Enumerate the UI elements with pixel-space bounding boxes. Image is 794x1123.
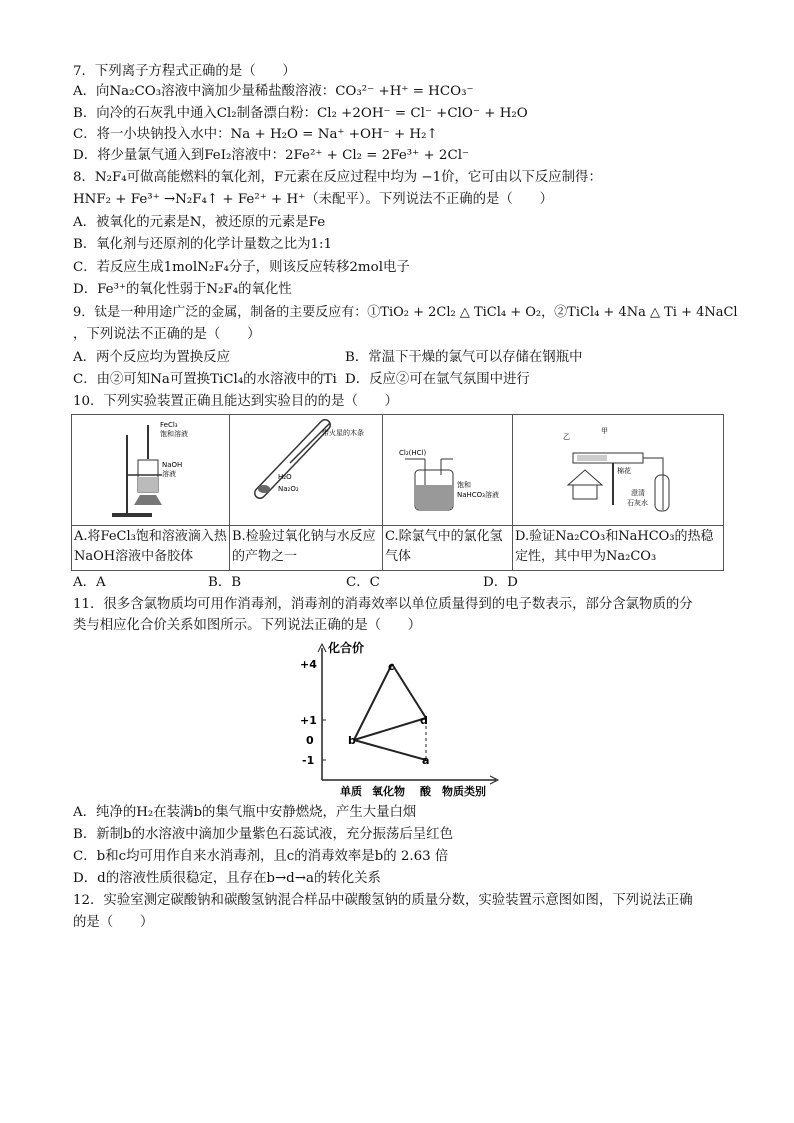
- y-axis-label: 化合价: [328, 641, 365, 655]
- q8-option-b: B．氧化剂与还原剂的化学计量数之比为1:1: [73, 237, 333, 252]
- q9-stem-cont: ，下列说法不正确的是（ ）: [73, 327, 261, 342]
- valence-chart: [296, 640, 506, 800]
- ytick-plus4: +4: [300, 658, 317, 671]
- q10-option-c: C．C: [346, 575, 380, 590]
- q9-option-b: B．常温下干燥的氯气可以存储在钢瓶中: [345, 350, 583, 365]
- point-d: d: [420, 714, 428, 727]
- label-naoh: NaOH: [162, 461, 183, 469]
- label-solution: 溶液: [162, 470, 176, 478]
- q7-option-c: C．将一小块钠投入水中：Na + H₂O = Na⁺ +OH⁻ + H₂↑: [73, 127, 438, 142]
- q10-option-d: D．D: [483, 575, 518, 590]
- q8-equation: HNF₂ + Fe³⁺ →N₂F₄↑ + Fe²⁺ + H⁺（未配平）。下列说法不正确的是（ ）: [73, 192, 553, 207]
- label-splint: 带火星的木条: [322, 429, 364, 437]
- q7-option-a: A．向Na₂CO₃溶液中滴加少量稀盐酸溶液：CO₃²⁻ +H⁺ = HCO₃⁻: [73, 84, 474, 99]
- q7-option-b: B．向冷的石灰乳中通入Cl₂制备漂白粉：Cl₂ +2OH⁻ = Cl⁻ +ClO⁻ + H₂O: [73, 106, 528, 121]
- q9-stem: 9．钛是一种用途广泛的金属，制备的主要反应有：①TiO₂ + 2Cl₂ △ TiCl₄ + O₂，②TiCl₄ + 4Na △ Ti + 4NaCl: [73, 305, 738, 320]
- label-na2o2: Na₂O₂: [278, 485, 299, 493]
- xcat-acid: 酸: [420, 785, 431, 798]
- q8-stem: 8．N₂F₄可做高能燃料的氧化剂，F元素在反应过程中均为 −1价，它可由以下反应制得：: [73, 170, 602, 185]
- q9-option-c: C．由②可知Na可置换TiCl₄的水溶液中的Ti: [73, 372, 337, 387]
- q11-option-a: A．纯净的H₂在装满b的集气瓶中安静燃烧，产生大量白烟: [73, 805, 417, 820]
- q8-option-a: A．被氧化的元素是N，被还原的元素是Fe: [73, 215, 326, 230]
- q12-stem-cont: 的是（ ）: [73, 915, 154, 930]
- q12-stem: 12．实验室测定碳酸钠和碳酸氢钠混合样品中碳酸氢钠的质量分数，实验装置示意图如图，下列说法正确: [73, 893, 693, 908]
- point-a: a: [422, 754, 430, 767]
- label-cl2-hcl: Cl₂(HCl): [399, 449, 427, 457]
- label-fecl3: FeCl₃: [160, 421, 178, 429]
- label-nahco3: NaHCO₃溶液: [457, 491, 499, 499]
- line-c-d: [392, 664, 426, 718]
- q7-option-d: D．将少量氯气通入到FeI₂溶液中：2Fe²⁺ + Cl₂ = 2Fe³⁺ + 2Cl⁻: [73, 148, 470, 163]
- ytick-minus1: -1: [302, 754, 315, 767]
- caption-b: B.检验过氧化钠与水反应的产物之一: [232, 529, 376, 564]
- label-jia: 甲: [601, 427, 608, 435]
- q11-option-c: C．b和c均可用作自来水消毒剂，且c的消毒效率是b的 2.63 倍: [73, 849, 449, 864]
- q10-option-a: A．A: [73, 575, 106, 590]
- caption-c: C.除氯气中的氯化氢气体: [385, 529, 503, 564]
- label-clear: 澄清: [631, 489, 645, 497]
- line-b-d: [354, 718, 426, 740]
- point-c: c: [388, 660, 395, 673]
- apparatus-b-drawing: [230, 415, 382, 525]
- label-saturated: 饱和溶液: [160, 430, 188, 438]
- xcat-elemental: 单质: [340, 785, 362, 798]
- caption-a: A.将FeCl₃饱和溶液滴入热NaOH溶液中备胶体: [74, 529, 227, 564]
- q11-stem-cont: 类与相应化合价关系如图所示。下列说法正确的是（ ）: [73, 618, 422, 633]
- q10-apparatus-table: [71, 414, 724, 571]
- q11-stem: 11．很多含氯物质均可用作消毒剂，消毒剂的消毒效率以单位质量得到的电子数表示，部分含氯物质的分: [73, 597, 693, 612]
- q7-stem: 7．下列离子方程式正确的是（ ）: [73, 64, 296, 79]
- apparatus-b-image: [230, 415, 382, 525]
- point-b: b: [348, 734, 356, 747]
- q9-option-a: A．两个反应均为置换反应: [73, 350, 230, 365]
- ytick-0: 0: [306, 734, 314, 747]
- xcat-oxide: 氧化物: [372, 785, 405, 798]
- label-h2o: H₂O: [278, 473, 292, 481]
- x-axis-label: 物质类别: [442, 785, 486, 798]
- q8-option-c: C．若反应生成1molN₂F₄分子，则该反应转移2mol电子: [73, 260, 410, 275]
- line-b-c: [354, 664, 392, 740]
- line-b-a: [354, 740, 426, 760]
- q11-option-b: B．新制b的水溶液中滴加少量紫色石蕊试液，充分振荡后呈红色: [73, 827, 453, 842]
- q11-option-d: D．d的溶液性质很稳定，且存在b→d→a的转化关系: [73, 871, 381, 886]
- apparatus-a-drawing: [72, 415, 229, 525]
- label-yi: 乙: [563, 433, 570, 441]
- q9-option-d: D．反应②可在氩气氛围中进行: [345, 372, 530, 387]
- label-saturated-c: 饱和: [457, 481, 471, 489]
- q8-option-d: D．Fe³⁺的氧化性弱于N₂F₄的氧化性: [73, 282, 292, 297]
- label-limewater: 石灰水: [627, 499, 648, 507]
- apparatus-c-image: [383, 415, 512, 525]
- q10-stem: 10．下列实验装置正确且能达到实验目的的是（ ）: [73, 394, 399, 409]
- q10-option-b: B．B: [208, 575, 242, 590]
- apparatus-a-image: [72, 415, 229, 525]
- apparatus-c-drawing: [383, 415, 512, 525]
- caption-d: D.验证Na₂CO₃和NaHCO₃的热稳定性，其中甲为Na₂CO₃: [515, 529, 714, 564]
- apparatus-d-drawing: [513, 415, 723, 525]
- ytick-plus1: +1: [300, 714, 317, 727]
- label-cotton: 棉花: [617, 467, 631, 475]
- apparatus-d-image: [513, 415, 723, 525]
